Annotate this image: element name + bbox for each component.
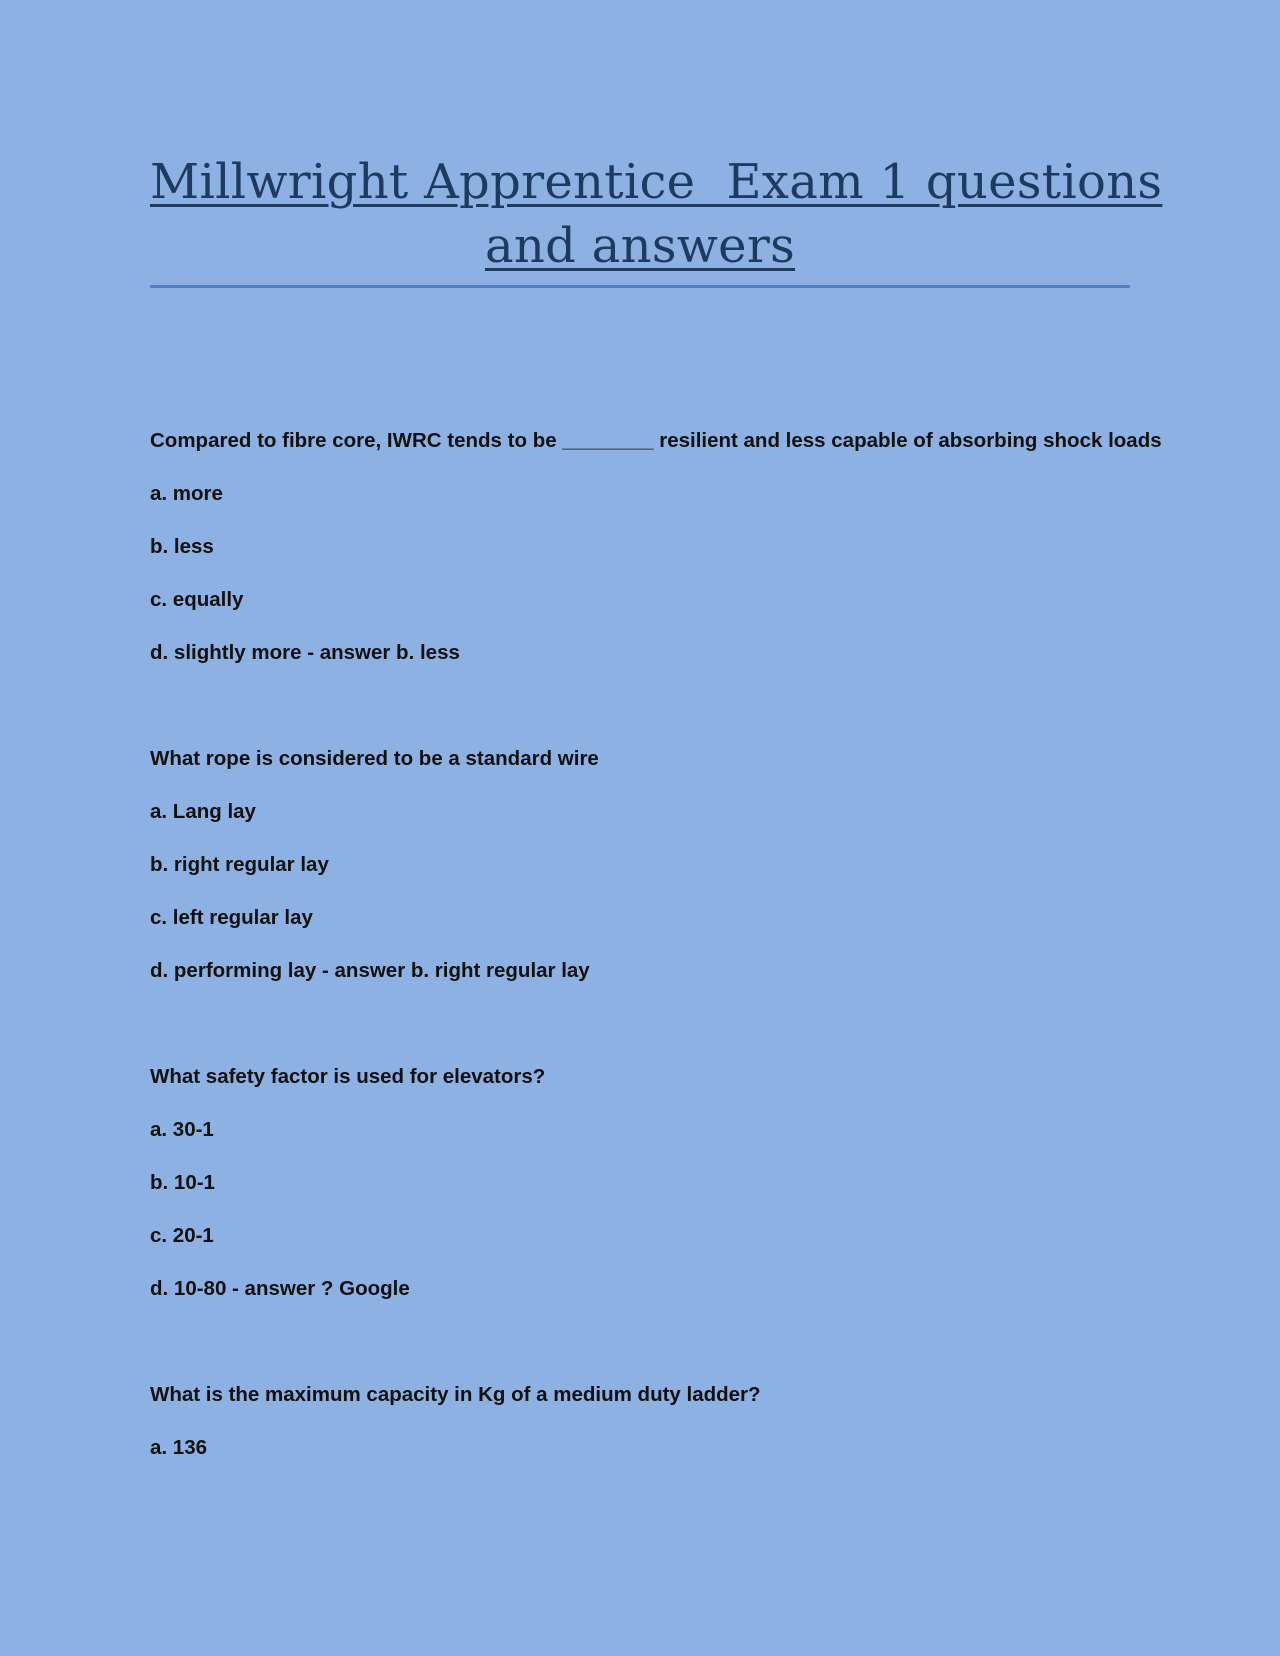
answer-option: b. less — [150, 535, 214, 558]
answer-option: a. more — [150, 482, 223, 505]
question-block — [150, 424, 1162, 689]
answer-option: c. 20-1 — [150, 1224, 214, 1247]
answer-option: b. right regular lay — [150, 853, 329, 876]
question-text: What is the maximum capacity in Kg of a medium duty ladder? — [150, 1383, 761, 1406]
question-list — [150, 424, 1162, 1537]
answer-option: b. 10-1 — [150, 1171, 215, 1194]
answer-option: a. 136 — [150, 1436, 207, 1459]
title-line-1: Millwright Apprentice Exam 1 questions — [150, 154, 1163, 210]
document-page — [150, 0, 1163, 1656]
answer-option: a. 30-1 — [150, 1118, 214, 1141]
answer-option: a. Lang lay — [150, 800, 256, 823]
question-block — [150, 1060, 1130, 1325]
answer-option: d. 10-80 - answer ? Google — [150, 1277, 410, 1300]
question-block — [150, 742, 1130, 1007]
answer-option: c. left regular lay — [150, 906, 313, 929]
question-block — [150, 1378, 1130, 1484]
title-block — [150, 150, 1163, 288]
question-text: What rope is considered to be a standard wire — [150, 747, 599, 770]
page-title — [150, 150, 1163, 278]
question-text: What safety factor is used for elevators? — [150, 1065, 546, 1088]
question-text: Compared to fibre core, IWRC tends to be ________ resilient and less capable of absorbing shock loads — [150, 429, 1162, 452]
answer-option: c. equally — [150, 588, 244, 611]
title-line-2: and answers — [484, 218, 796, 274]
answer-option: d. performing lay - answer b. right regular lay — [150, 959, 590, 982]
answer-option: d. slightly more - answer b. less — [150, 641, 460, 664]
